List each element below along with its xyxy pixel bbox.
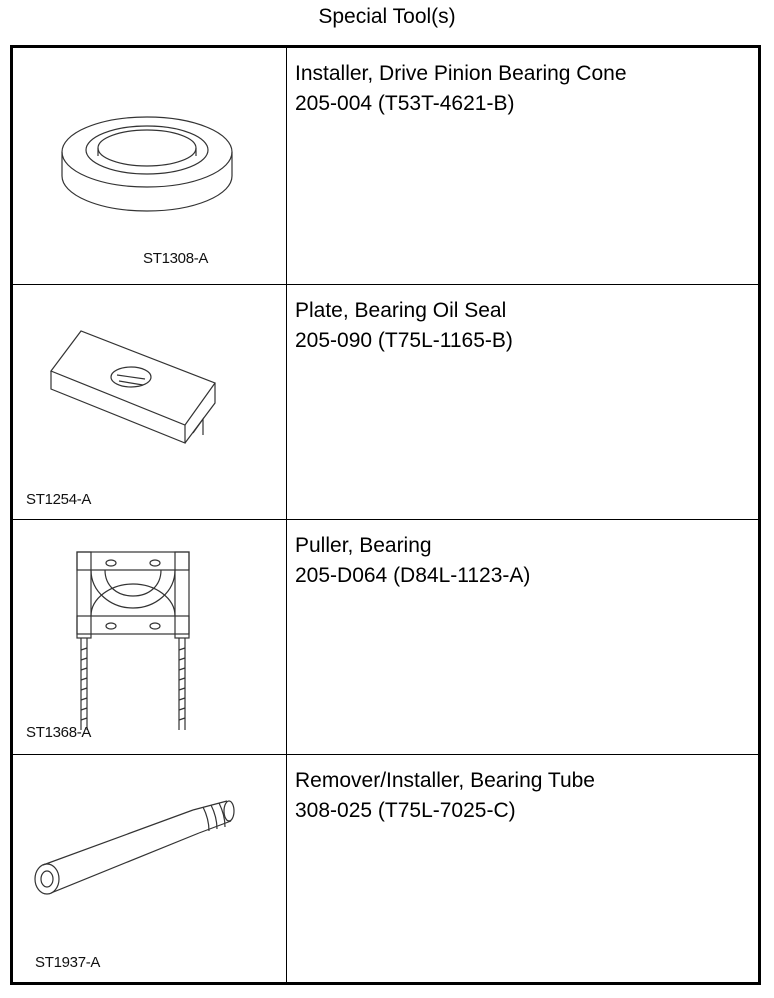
tool-part-number: 308-025 (T75L-7025-C) <box>295 799 516 822</box>
special-tools-table <box>10 45 761 985</box>
tool-figure-code: ST1254-A <box>26 491 92 508</box>
oil-seal-plate-icon <box>13 285 285 519</box>
bearing-puller-icon <box>13 520 285 754</box>
tool-image-cell <box>13 755 287 982</box>
tool-image-cell <box>13 520 287 754</box>
page-title: Special Tool(s) <box>318 5 456 28</box>
tool-row <box>13 520 758 755</box>
tool-description <box>295 59 627 119</box>
tool-description <box>295 296 513 356</box>
tool-figure-code: ST1308-A <box>143 250 209 267</box>
tool-row <box>13 48 758 285</box>
tool-figure-code: ST1368-A <box>26 724 92 741</box>
tool-row <box>13 755 758 982</box>
tool-image-cell <box>13 285 287 519</box>
tool-description <box>295 766 595 826</box>
tool-row <box>13 285 758 520</box>
tool-image-cell <box>13 48 287 284</box>
tool-name: Plate, Bearing Oil Seal <box>295 299 507 322</box>
bearing-tube-tool-icon <box>13 755 285 981</box>
tool-part-number: 205-090 (T75L-1165-B) <box>295 329 513 352</box>
tool-name: Puller, Bearing <box>295 534 432 557</box>
tool-name: Installer, Drive Pinion Bearing Cone <box>295 62 627 85</box>
tool-name: Remover/Installer, Bearing Tube <box>295 769 595 792</box>
tool-part-number: 205-004 (T53T-4621-B) <box>295 92 515 115</box>
tool-figure-code: ST1937-A <box>35 954 101 971</box>
bearing-cone-installer-icon <box>13 48 285 284</box>
tool-description <box>295 531 530 591</box>
tool-part-number: 205-D064 (D84L-1123-A) <box>295 564 531 587</box>
